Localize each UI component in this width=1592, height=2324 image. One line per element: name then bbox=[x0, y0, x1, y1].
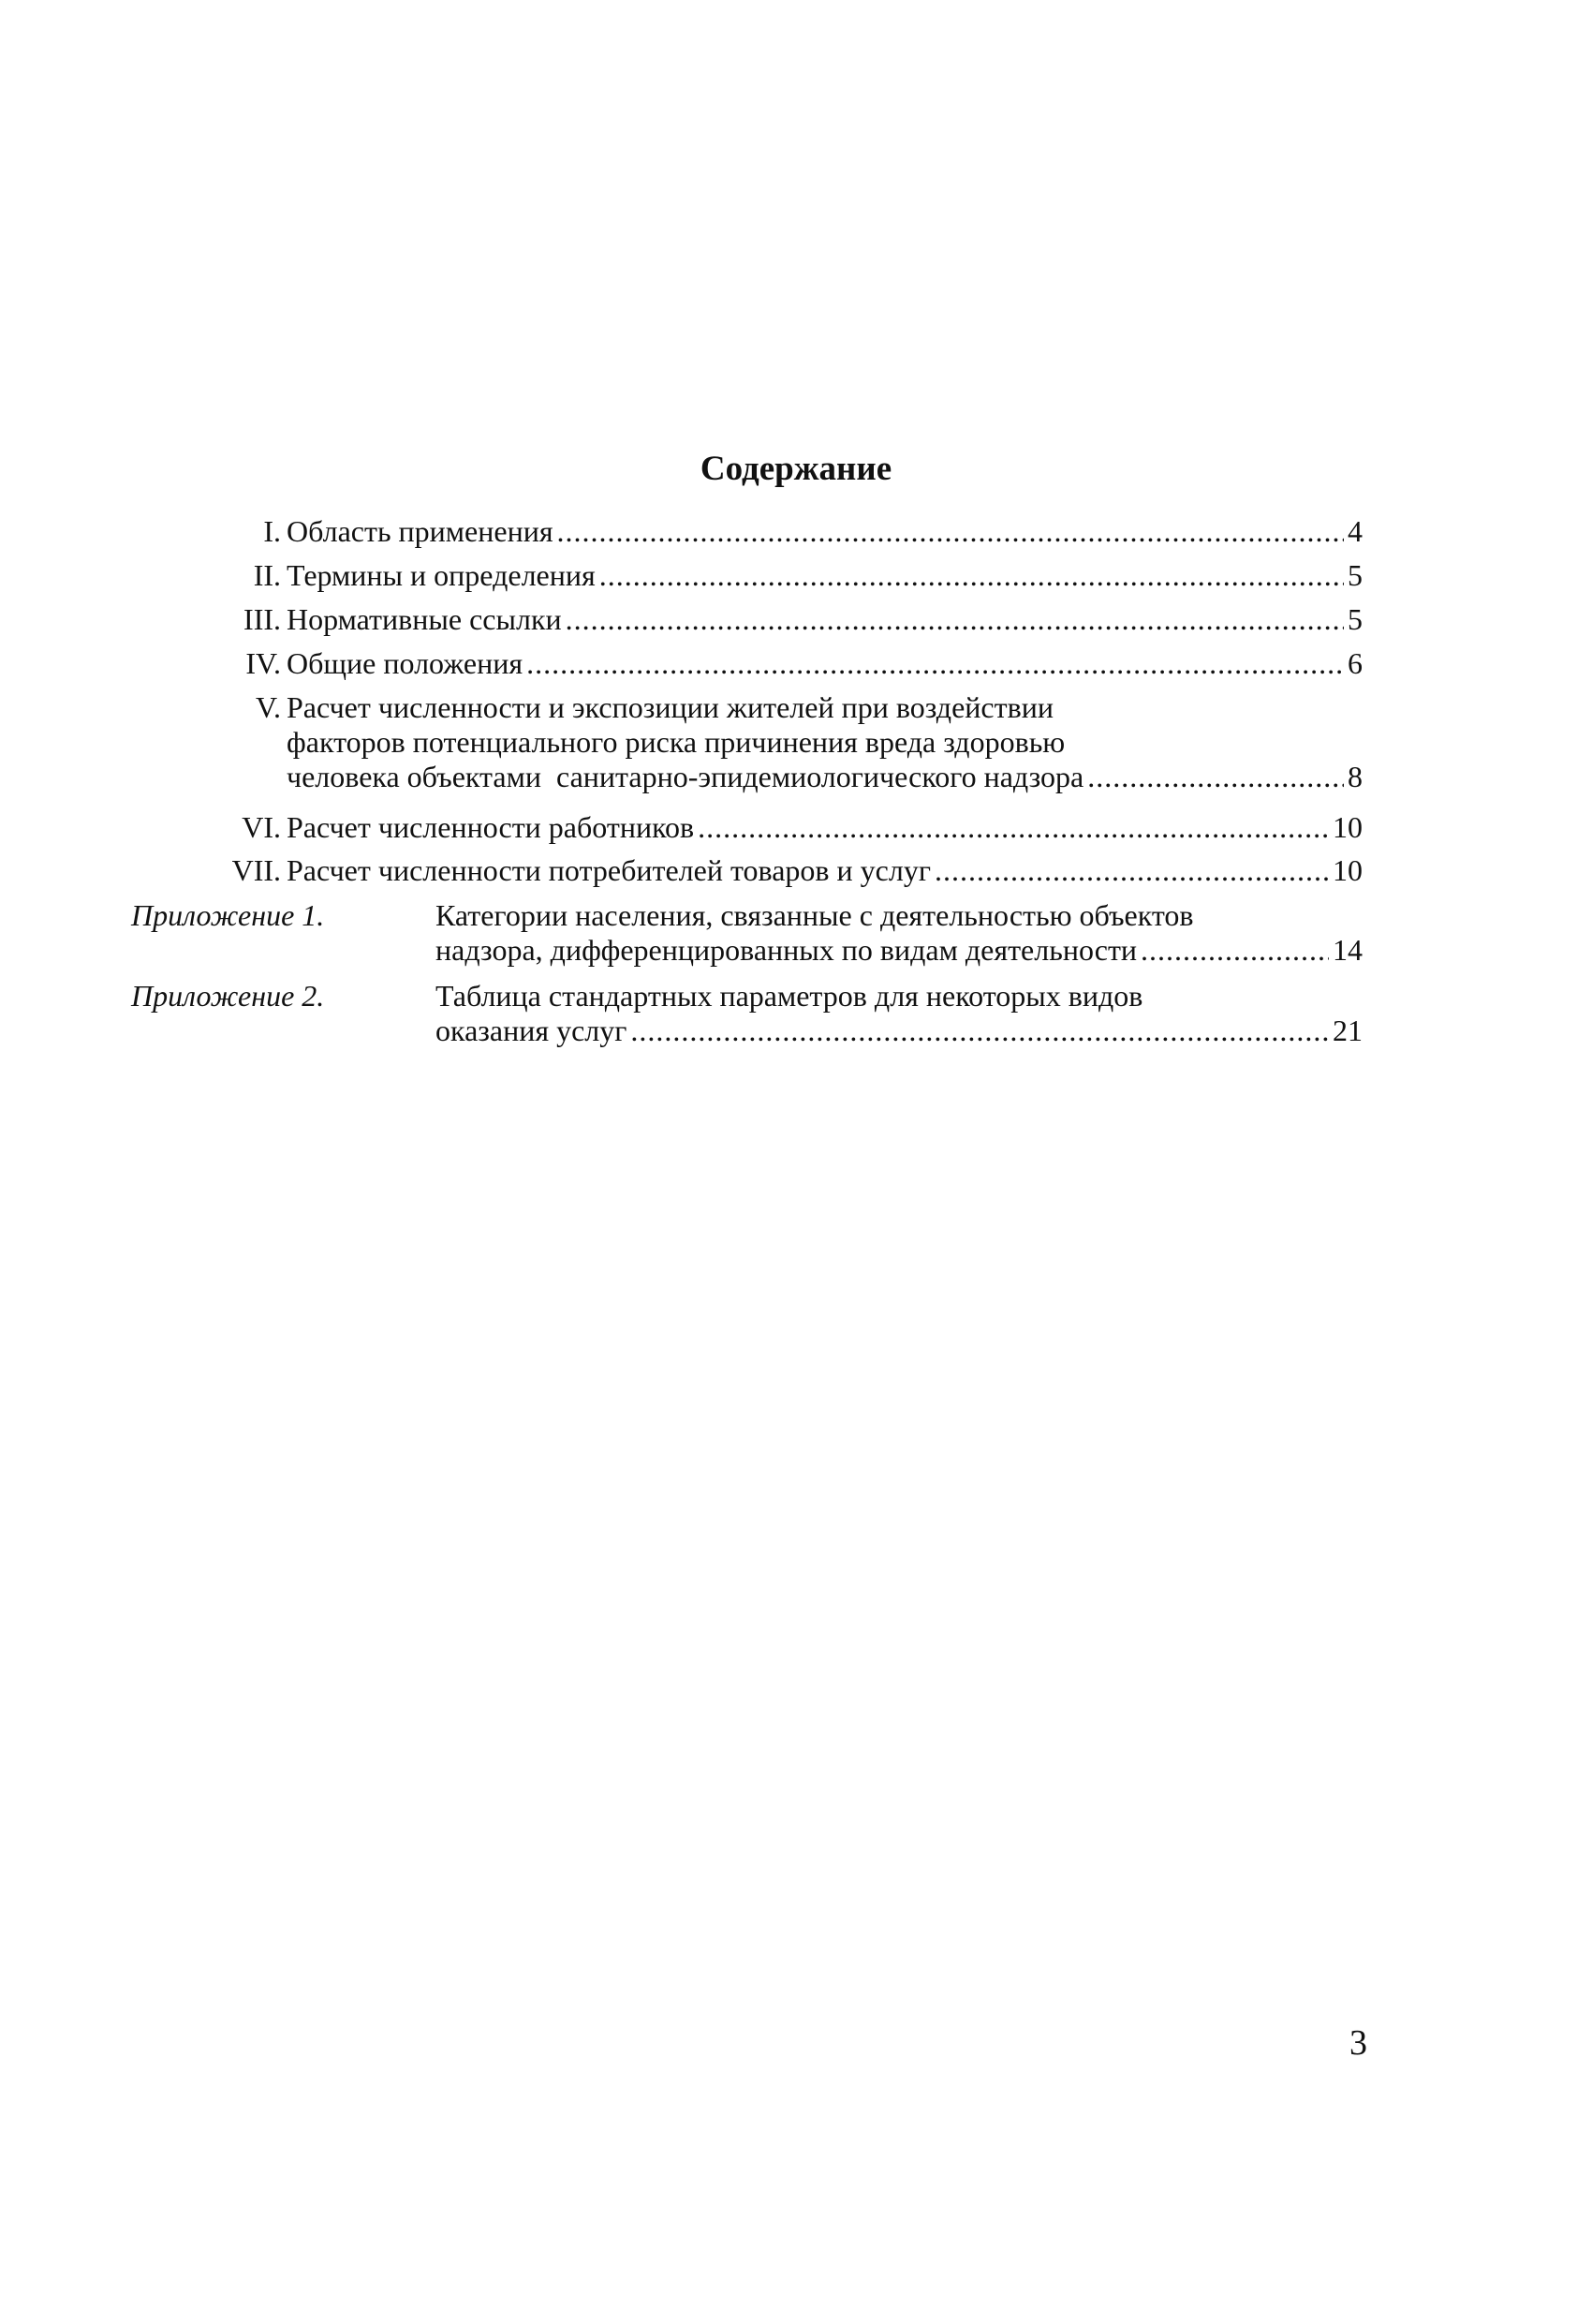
toc-entry-page: 21 bbox=[1333, 1014, 1363, 1047]
toc-entry-line bbox=[287, 809, 1363, 845]
toc-entry-line bbox=[287, 645, 1363, 681]
toc-entry-number: IV. bbox=[245, 646, 281, 680]
toc-entry-page: 5 bbox=[1348, 602, 1363, 636]
toc-entry-line: факторов потенциального риска причинения вреда здоровью bbox=[287, 725, 1066, 759]
dot-leader bbox=[935, 852, 1329, 888]
toc-entry-text: Область применения bbox=[287, 514, 553, 548]
toc-appendix-label: Приложение 2. bbox=[131, 979, 325, 1013]
toc-entry-number: V. bbox=[256, 690, 281, 724]
toc-entry-page: 14 bbox=[1333, 933, 1363, 967]
toc-entry-page: 5 bbox=[1348, 558, 1363, 592]
toc-entry-line bbox=[287, 601, 1363, 637]
toc-entry-line: Расчет численности и экспозиции жителей при воздействии bbox=[287, 690, 1054, 724]
toc-entry-line bbox=[287, 557, 1363, 593]
toc-entry-number: II. bbox=[253, 558, 281, 592]
toc-entry-number: III. bbox=[243, 602, 281, 636]
toc-entry-line bbox=[287, 513, 1363, 549]
toc-entry-text: Общие положения bbox=[287, 646, 523, 680]
toc-entry-line: Таблица стандартных параметров для некоторых видов bbox=[435, 979, 1143, 1013]
toc-entry-line bbox=[435, 932, 1363, 968]
toc-entry-text: оказания услуг bbox=[435, 1014, 627, 1047]
toc-entry-page: 10 bbox=[1333, 810, 1363, 844]
toc-entry-page: 8 bbox=[1348, 760, 1363, 793]
toc-title: Содержание bbox=[700, 450, 892, 488]
dot-leader bbox=[1141, 932, 1329, 968]
toc-entry-line bbox=[435, 1013, 1363, 1048]
dot-leader bbox=[566, 601, 1344, 637]
toc-entry-number: VII. bbox=[231, 853, 281, 887]
toc-entry-line bbox=[287, 759, 1363, 794]
toc-entry-number: I. bbox=[263, 514, 281, 548]
toc-entry-text: Нормативные ссылки bbox=[287, 602, 562, 636]
toc-entry-text: Термины и определения bbox=[287, 558, 596, 592]
toc-entry-page: 6 bbox=[1348, 646, 1363, 680]
toc-entry-page: 4 bbox=[1348, 514, 1363, 548]
toc-entry-text: Расчет численности потребителей товаров и услуг bbox=[287, 853, 931, 887]
dot-leader bbox=[526, 645, 1344, 681]
toc-entry-line bbox=[287, 852, 1363, 888]
toc-appendix-label: Приложение 1. bbox=[131, 898, 325, 932]
dot-leader bbox=[599, 557, 1344, 593]
toc-entry-text: надзора, дифференцированных по видам деятельности bbox=[435, 933, 1138, 967]
toc-entry-text: человека объектами санитарно-эпидемиологического надзора bbox=[287, 760, 1084, 793]
page-number: 3 bbox=[1349, 2023, 1367, 2063]
dot-leader bbox=[698, 809, 1329, 845]
dot-leader bbox=[557, 513, 1344, 549]
toc-entry-page: 10 bbox=[1333, 853, 1363, 887]
dot-leader bbox=[630, 1013, 1329, 1048]
toc-entry-number: VI. bbox=[242, 810, 281, 844]
toc-entry-line: Категории населения, связанные с деятельностью объектов bbox=[435, 898, 1194, 932]
dot-leader bbox=[1087, 759, 1344, 794]
toc-entry-text: Расчет численности работников bbox=[287, 810, 695, 844]
